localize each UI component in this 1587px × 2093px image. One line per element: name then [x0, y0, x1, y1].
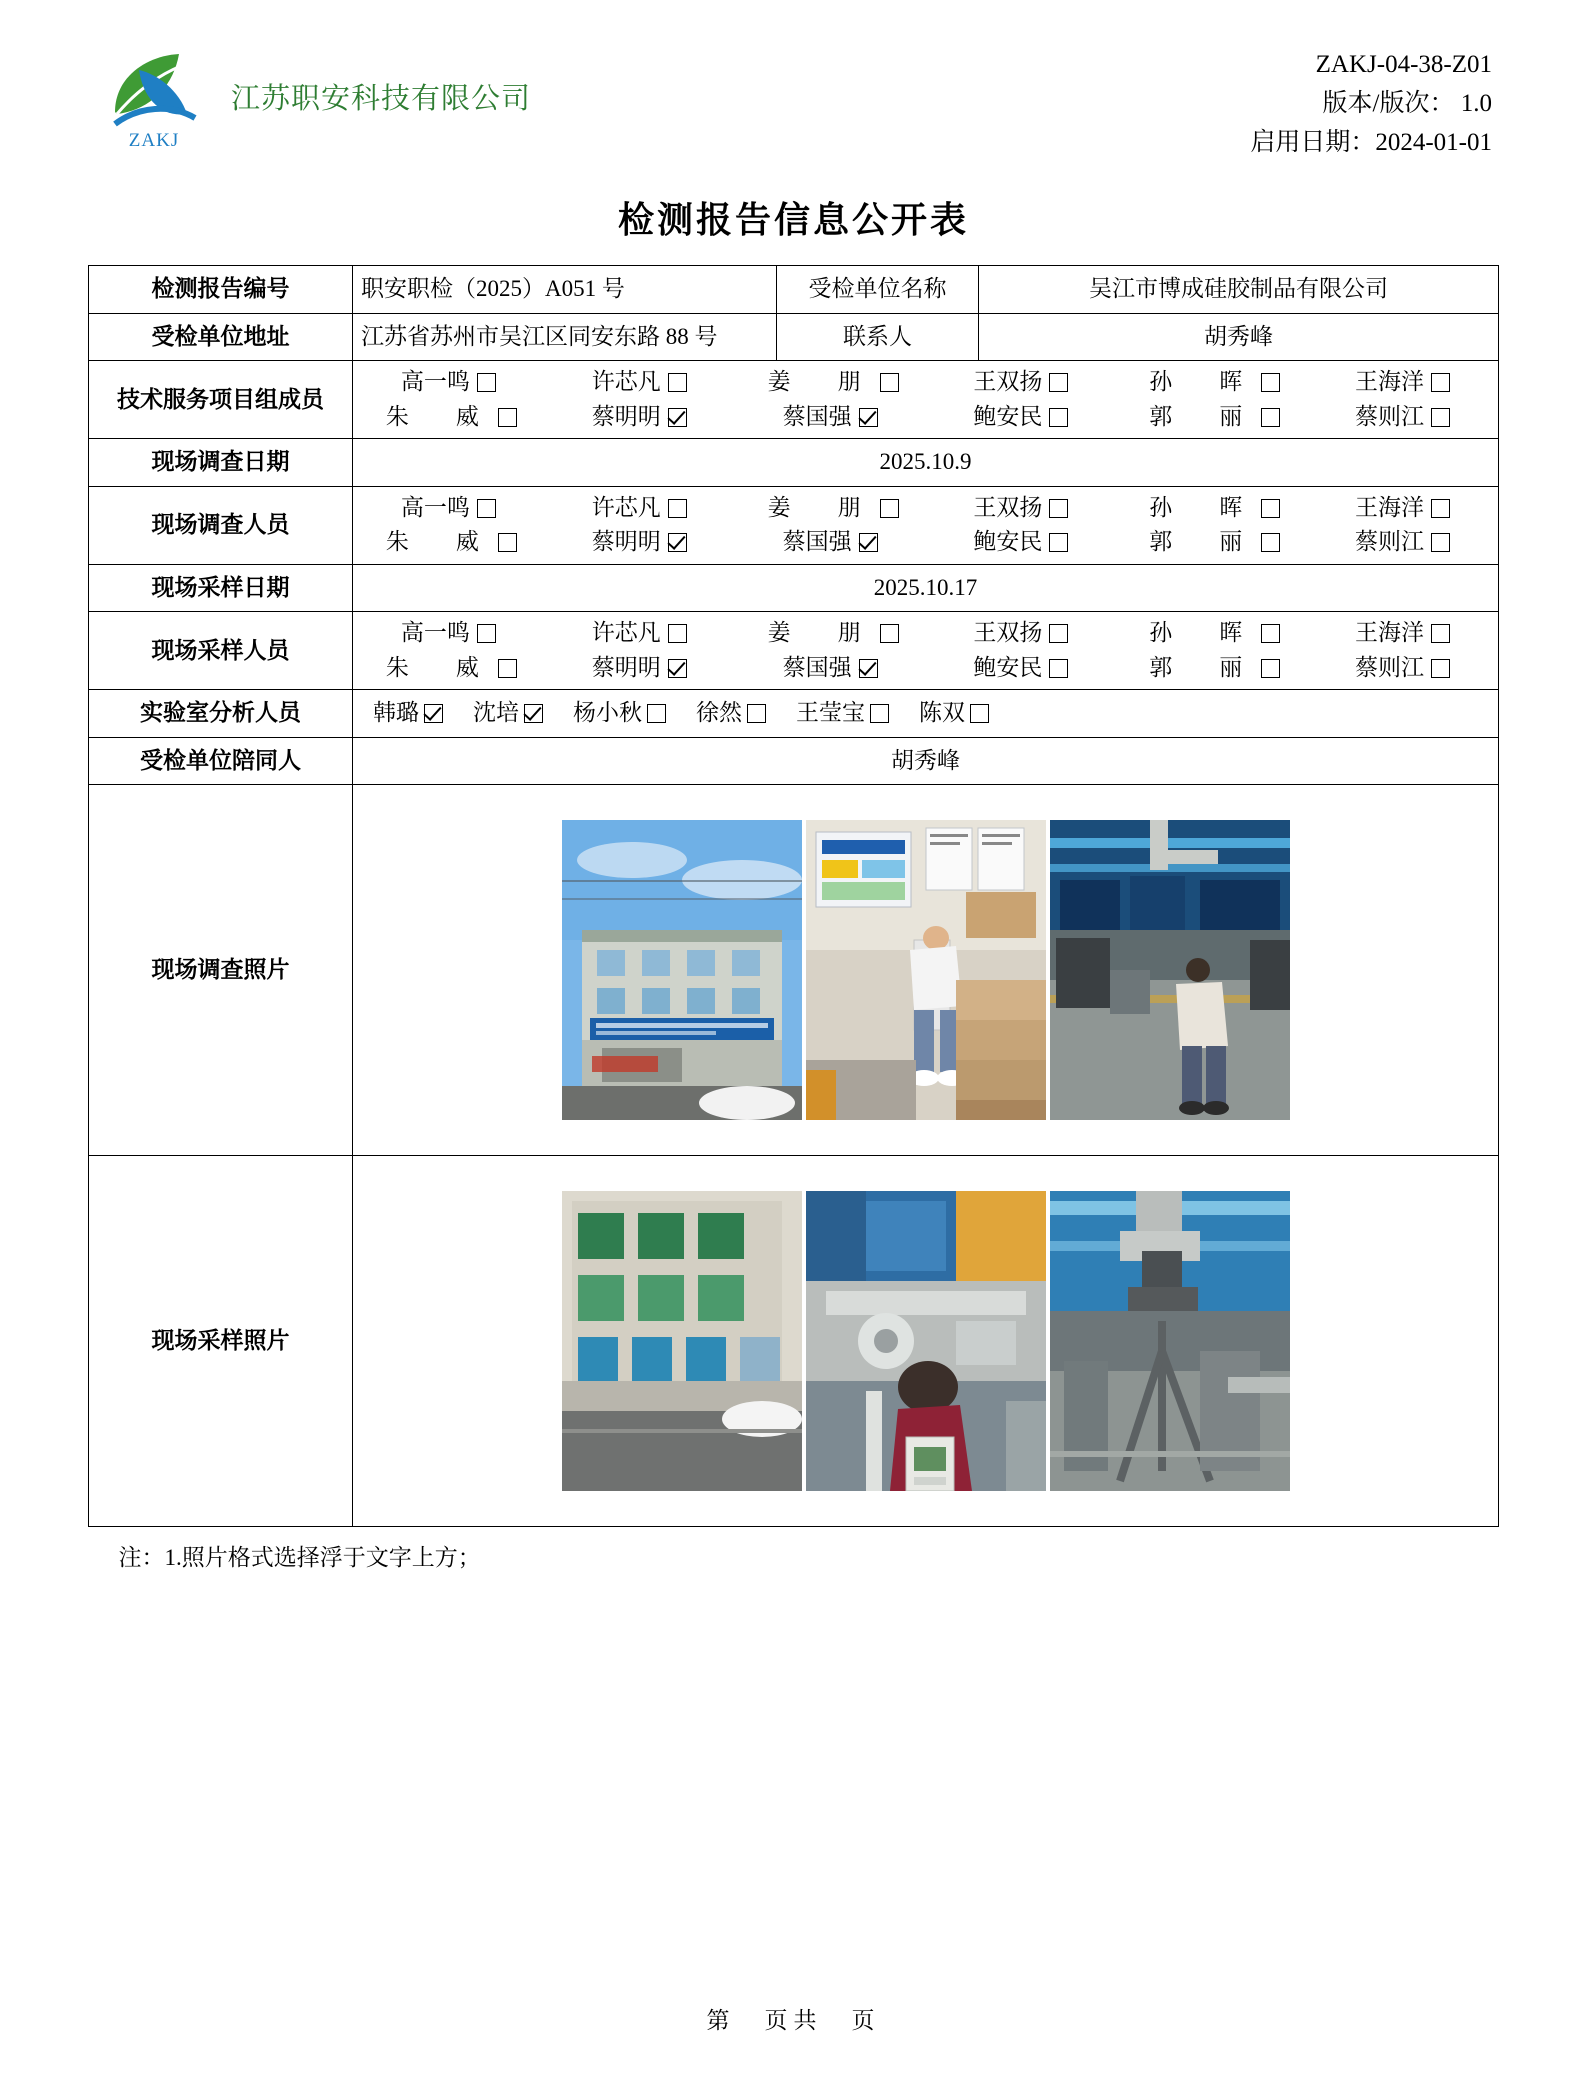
- doc-effective-date: 启用日期：2024-01-01: [1250, 128, 1492, 156]
- person-row: [353, 651, 1498, 686]
- person-checkbox-item[interactable]: [1116, 491, 1307, 526]
- checkbox-checked-icon[interactable]: [424, 704, 443, 723]
- lab-staff-label: 实验室分析人员: [89, 690, 353, 738]
- lab-staff-checkbox-item[interactable]: [573, 696, 666, 731]
- survey-photos-label: 现场调查照片: [89, 785, 353, 1156]
- table-row: [89, 785, 1499, 1156]
- survey-staff-cell: [353, 486, 1499, 564]
- person-name: 孙 晖: [1149, 620, 1255, 646]
- team-label: 技术服务项目组成员: [89, 361, 353, 439]
- lab-staff-checkbox-item[interactable]: [373, 696, 443, 731]
- person-name: 王海洋: [1355, 494, 1425, 520]
- table-row: [89, 737, 1499, 785]
- person-checkbox-item[interactable]: [735, 400, 926, 435]
- checkbox-icon[interactable]: [477, 624, 496, 643]
- person-checkbox-item[interactable]: [1307, 651, 1498, 686]
- checkbox-icon[interactable]: [1049, 499, 1068, 518]
- contact-value: 胡秀峰: [979, 313, 1499, 361]
- checkbox-icon[interactable]: [1049, 624, 1068, 643]
- person-checkbox-item[interactable]: [925, 491, 1116, 526]
- person-checkbox-item[interactable]: [1116, 651, 1307, 686]
- person-name: 王海洋: [1355, 369, 1425, 395]
- person-checkbox-item[interactable]: [1307, 365, 1498, 400]
- company-name: 江苏职安科技有限公司: [231, 82, 532, 115]
- table-row: [89, 361, 1499, 439]
- person-checkbox-item[interactable]: [1116, 365, 1307, 400]
- svg-text:ZAKJ: ZAKJ: [128, 130, 180, 151]
- person-checkbox-item[interactable]: [353, 616, 544, 651]
- person-name: 许芯凡: [591, 494, 661, 520]
- person-row: [353, 491, 1498, 526]
- checkbox-checked-icon[interactable]: [859, 659, 878, 678]
- page-title: 检测报告信息公开表: [617, 200, 969, 241]
- person-checkbox-item[interactable]: [353, 491, 544, 526]
- person-name: 鲍安民: [973, 529, 1043, 555]
- checkbox-icon[interactable]: [647, 704, 666, 723]
- survey-date-value: 2025.10.9: [353, 439, 1499, 487]
- person-checkbox-item[interactable]: [925, 365, 1116, 400]
- contact-label: 联系人: [777, 313, 979, 361]
- lab-staff-checkbox-item[interactable]: [919, 696, 989, 731]
- checkbox-icon[interactable]: [1261, 624, 1280, 643]
- person-checkbox-item[interactable]: [1307, 616, 1498, 651]
- checkbox-icon[interactable]: [498, 408, 517, 427]
- page-header: [0, 0, 1587, 162]
- person-name: 陈双: [919, 700, 965, 726]
- checkbox-icon[interactable]: [747, 704, 766, 723]
- person-name: 姜 朋: [767, 494, 873, 520]
- client-addr-label: 受检单位地址: [89, 313, 353, 361]
- person-checkbox-item[interactable]: [544, 400, 735, 435]
- sampling-photo-strip: [353, 1156, 1498, 1526]
- table-row: [89, 313, 1499, 361]
- checkbox-icon[interactable]: [880, 499, 899, 518]
- table-row: [89, 564, 1499, 612]
- person-checkbox-item[interactable]: [544, 616, 735, 651]
- person-name: 高一鸣: [400, 369, 470, 395]
- person-name: 蔡则江: [1355, 654, 1425, 680]
- person-checkbox-item[interactable]: [925, 400, 1116, 435]
- lab-staff-list: [361, 696, 1490, 731]
- checkbox-checked-icon[interactable]: [668, 659, 687, 678]
- person-row: [353, 525, 1498, 560]
- checkbox-icon[interactable]: [870, 704, 889, 723]
- checkbox-icon[interactable]: [1261, 499, 1280, 518]
- person-checkbox-item[interactable]: [353, 365, 544, 400]
- person-checkbox-item[interactable]: [1307, 525, 1498, 560]
- survey-photo-strip: [353, 785, 1498, 1155]
- checkbox-icon[interactable]: [1431, 408, 1450, 427]
- survey-photos-cell: [353, 785, 1499, 1156]
- checkbox-icon[interactable]: [1431, 624, 1450, 643]
- person-name: 朱 威: [385, 654, 491, 680]
- escort-value: 胡秀峰: [353, 737, 1499, 785]
- person-name: 蔡则江: [1355, 403, 1425, 429]
- person-name: 郭 丽: [1149, 654, 1255, 680]
- person-name: 孙 晖: [1149, 369, 1255, 395]
- checkbox-icon[interactable]: [498, 533, 517, 552]
- person-name: 王双扬: [973, 494, 1043, 520]
- sampling-date-value: 2025.10.17: [353, 564, 1499, 612]
- checkbox-icon[interactable]: [477, 373, 496, 392]
- person-checkbox-item[interactable]: [735, 365, 926, 400]
- person-name: 蔡国强: [782, 403, 852, 429]
- sampling-photos-cell: [353, 1156, 1499, 1527]
- checkbox-icon[interactable]: [1049, 533, 1068, 552]
- checkbox-icon[interactable]: [1261, 659, 1280, 678]
- person-name: 郭 丽: [1149, 529, 1255, 555]
- survey-staff-label: 现场调查人员: [89, 486, 353, 564]
- survey-photo-2: [806, 820, 1046, 1120]
- checkbox-icon[interactable]: [668, 499, 687, 518]
- checkbox-icon[interactable]: [880, 624, 899, 643]
- person-name: 鲍安民: [973, 654, 1043, 680]
- person-name: 韩璐: [373, 700, 419, 726]
- sampling-staff-cell: [353, 612, 1499, 690]
- checkbox-checked-icon[interactable]: [668, 408, 687, 427]
- checkbox-icon[interactable]: [668, 373, 687, 392]
- checkbox-icon[interactable]: [1261, 533, 1280, 552]
- person-name: 蔡则江: [1355, 529, 1425, 555]
- report-no-value: 职安职检（2025）A051 号: [353, 266, 777, 314]
- person-checkbox-item[interactable]: [925, 651, 1116, 686]
- sampling-photo-1: [562, 1191, 802, 1491]
- checkbox-icon[interactable]: [1049, 373, 1068, 392]
- person-checkbox-item[interactable]: [1116, 616, 1307, 651]
- person-checkbox-item[interactable]: [353, 525, 544, 560]
- person-name: 郭 丽: [1149, 403, 1255, 429]
- person-name: 王海洋: [1355, 620, 1425, 646]
- person-name: 蔡国强: [782, 654, 852, 680]
- survey-photo-1: [562, 820, 802, 1120]
- table-row: [89, 439, 1499, 487]
- lab-staff-checkbox-item[interactable]: [696, 696, 766, 731]
- sampling-staff-label: 现场采样人员: [89, 612, 353, 690]
- checkbox-icon[interactable]: [1431, 499, 1450, 518]
- sampling-photo-3: [1050, 1191, 1290, 1491]
- checkbox-icon[interactable]: [1431, 533, 1450, 552]
- client-name-value: 吴江市博成硅胶制品有限公司: [979, 266, 1499, 314]
- person-checkbox-item[interactable]: [735, 616, 926, 651]
- person-checkbox-item[interactable]: [544, 491, 735, 526]
- header-right: [1250, 40, 1492, 162]
- person-checkbox-item[interactable]: [353, 400, 544, 435]
- person-name: 徐然: [696, 700, 742, 726]
- team-members-cell: [353, 361, 1499, 439]
- person-row: [353, 400, 1498, 435]
- person-checkbox-item[interactable]: [735, 491, 926, 526]
- table-row: [89, 612, 1499, 690]
- checkbox-icon[interactable]: [1261, 373, 1280, 392]
- person-checkbox-item[interactable]: [353, 651, 544, 686]
- sampling-staff-grid: [353, 616, 1498, 685]
- person-checkbox-item[interactable]: [544, 525, 735, 560]
- client-name-label: 受检单位名称: [777, 266, 979, 314]
- person-row: [353, 365, 1498, 400]
- person-checkbox-item[interactable]: [1116, 400, 1307, 435]
- person-name: 蔡明明: [591, 403, 661, 429]
- lab-staff-cell: [353, 690, 1499, 738]
- checkbox-icon[interactable]: [1049, 408, 1068, 427]
- table-note: 注：1.照片格式选择浮于文字上方；: [118, 1545, 481, 1571]
- table-row: [89, 690, 1499, 738]
- person-name: 孙 晖: [1149, 494, 1255, 520]
- checkbox-checked-icon[interactable]: [524, 704, 543, 723]
- person-row: [353, 616, 1498, 651]
- company-logo-icon: [95, 40, 213, 152]
- person-checkbox-item[interactable]: [925, 616, 1116, 651]
- table-row: [89, 266, 1499, 314]
- checkbox-icon[interactable]: [970, 704, 989, 723]
- page-footer: 第 页共 页: [706, 2008, 881, 2033]
- header-left: [95, 40, 531, 152]
- checkbox-icon[interactable]: [498, 659, 517, 678]
- lab-staff-checkbox-item[interactable]: [473, 696, 543, 731]
- person-checkbox-item[interactable]: [544, 365, 735, 400]
- checkbox-icon[interactable]: [1049, 659, 1068, 678]
- checkbox-checked-icon[interactable]: [668, 533, 687, 552]
- table-row: [89, 486, 1499, 564]
- person-name: 高一鸣: [400, 620, 470, 646]
- person-name: 姜 朋: [767, 620, 873, 646]
- person-checkbox-item[interactable]: [735, 651, 926, 686]
- checkbox-icon[interactable]: [1431, 373, 1450, 392]
- person-checkbox-item[interactable]: [1307, 491, 1498, 526]
- person-checkbox-item[interactable]: [1307, 400, 1498, 435]
- checkbox-icon[interactable]: [880, 373, 899, 392]
- person-checkbox-item[interactable]: [735, 525, 926, 560]
- checkbox-icon[interactable]: [1261, 408, 1280, 427]
- lab-staff-checkbox-item[interactable]: [796, 696, 889, 731]
- person-name: 许芯凡: [591, 620, 661, 646]
- report-info-table: [88, 265, 1499, 1527]
- person-name: 姜 朋: [767, 369, 873, 395]
- checkbox-icon[interactable]: [477, 499, 496, 518]
- checkbox-checked-icon[interactable]: [859, 408, 878, 427]
- person-name: 朱 威: [385, 529, 491, 555]
- person-checkbox-item[interactable]: [925, 525, 1116, 560]
- person-name: 蔡国强: [782, 529, 852, 555]
- sampling-photos-label: 现场采样照片: [89, 1156, 353, 1527]
- person-name: 高一鸣: [400, 494, 470, 520]
- sampling-photo-2: [806, 1191, 1046, 1491]
- person-name: 蔡明明: [591, 529, 661, 555]
- person-checkbox-item[interactable]: [1116, 525, 1307, 560]
- doc-version: 版本/版次： 1.0: [1322, 89, 1492, 117]
- table-row: [89, 1156, 1499, 1527]
- checkbox-icon[interactable]: [1431, 659, 1450, 678]
- doc-code: ZAKJ-04-38-Z01: [1315, 51, 1492, 78]
- person-name: 朱 威: [385, 403, 491, 429]
- person-name: 杨小秋: [573, 700, 642, 726]
- person-checkbox-item[interactable]: [544, 651, 735, 686]
- checkbox-checked-icon[interactable]: [859, 533, 878, 552]
- person-name: 王莹宝: [796, 700, 865, 726]
- survey-staff-grid: [353, 491, 1498, 560]
- person-name: 蔡明明: [591, 654, 661, 680]
- escort-label: 受检单位陪同人: [89, 737, 353, 785]
- checkbox-icon[interactable]: [668, 624, 687, 643]
- person-name: 沈培: [473, 700, 519, 726]
- person-name: 王双扬: [973, 369, 1043, 395]
- person-name: 许芯凡: [591, 369, 661, 395]
- survey-photo-3: [1050, 820, 1290, 1120]
- team-members-grid: [353, 365, 1498, 434]
- report-no-label: 检测报告编号: [89, 266, 353, 314]
- person-name: 王双扬: [973, 620, 1043, 646]
- person-name: 鲍安民: [973, 403, 1043, 429]
- sampling-date-label: 现场采样日期: [89, 564, 353, 612]
- survey-date-label: 现场调查日期: [89, 439, 353, 487]
- client-addr-value: 江苏省苏州市吴江区同安东路 88 号: [353, 313, 777, 361]
